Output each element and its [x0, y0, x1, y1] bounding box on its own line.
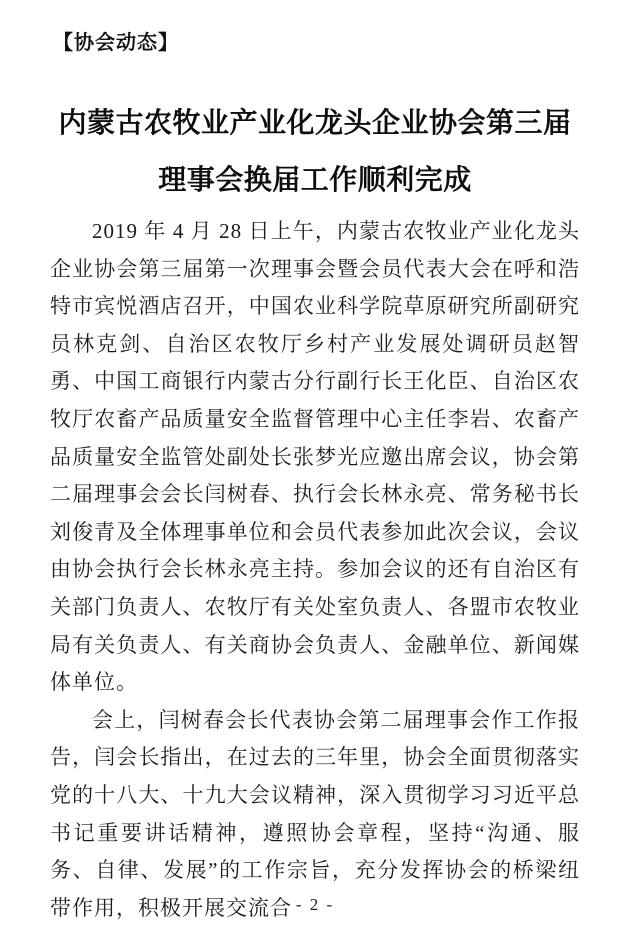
page-number: - 2 - [295, 895, 335, 914]
title-line-1: 内蒙古农牧业产业化龙头企业协会第三届 [58, 108, 572, 139]
paragraph-1: 2019 年 4 月 28 日上午，内蒙古农牧业产业化龙头企业协会第三届第一次理事会暨会员代表大会在呼和浩特市宾悦酒店召开，中国农业科学院草原研究所副研究员林克剑、自治区农牧厅乡村产业发展处调研员赵智勇、中国工商银行内蒙古分行副行长王化臣、自治区农牧厅农畜产品质量安全监督管理中心主任李岩、农畜产品质量安全监管处副处长张梦光应邀出席会议，协会第二届理事会会长闫树春、执行会长林永亮、常务秘书长刘俊青及全体理事单位和会员代表参加此次会议，会议由协会执行会长林永亮主持。参加会议的还有自治区有关部门负责人、农牧厅有关处室负责人、各盟市农牧业局有关负责人、有关商协会负责人、金融单位、新闻媒体单位。 [50, 219, 580, 695]
section-tag: 【协会动态】 [53, 32, 179, 54]
document-title [0, 95, 630, 209]
paragraph-2: 会上，闫树春会长代表协会第二届理事会作工作报告，闫会长指出，在过去的三年里，协会全面贯彻落实党的十八大、十九大会议精神，深入贯彻学习习近平总书记重要讲话精神，遵照协会章程，坚持“沟通、服务、自律、发展”的工作宗旨，充分发挥协会的桥梁纽带作用，积极开展交流合 [50, 707, 580, 920]
document-body [50, 213, 580, 927]
title-line-2: 理事会换届工作顺利完成 [158, 165, 472, 196]
